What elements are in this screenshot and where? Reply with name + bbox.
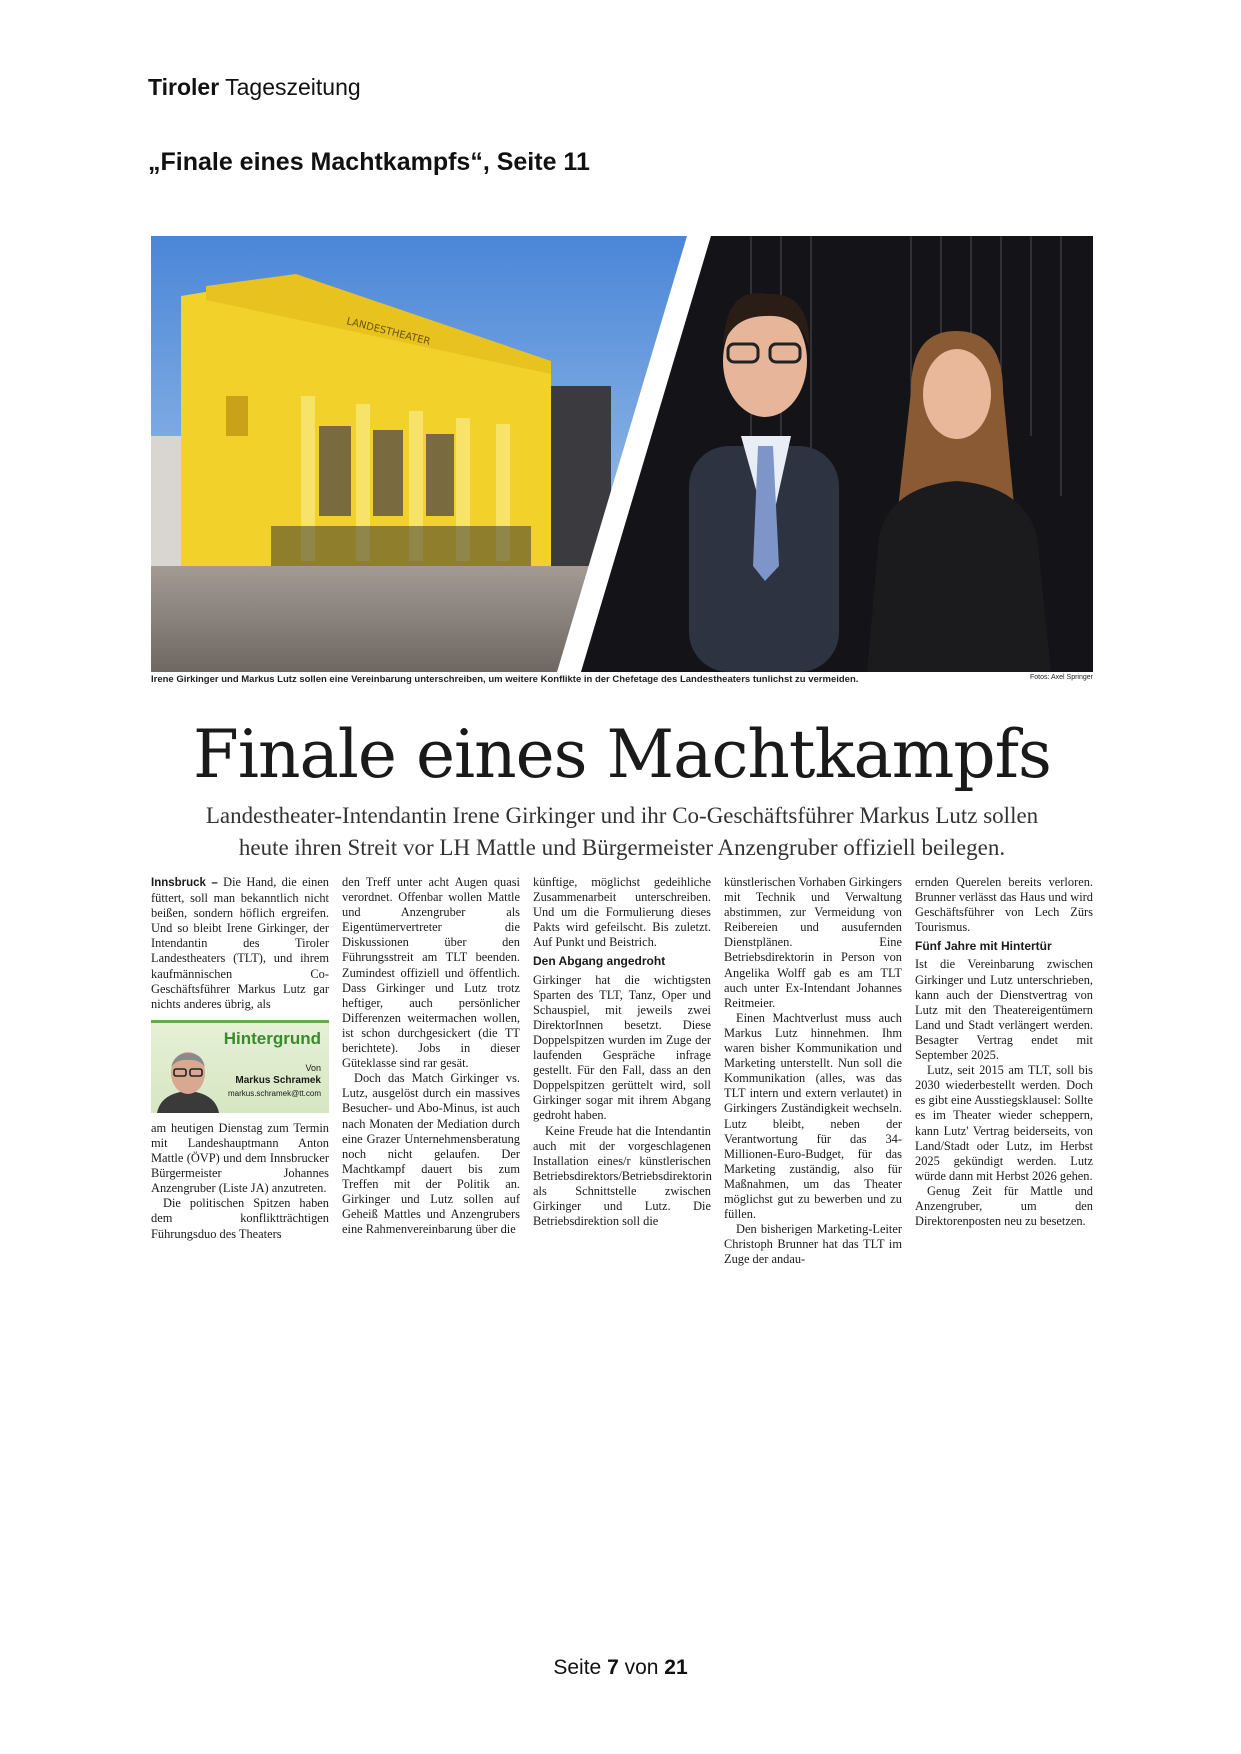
- paragraph-text: Die Hand, die einen füttert, soll man bekanntlich nicht beißen, sondern höflich ergreifen. Und so bleibt Irene Girkinger, der Intendantin des Tiroler Landestheaters (TLT), und ihrem kaufmännischen Co-Geschäftsführer Markus Lutz gar nichts anderes übrig, als: [151, 875, 329, 1011]
- page-footer: [0, 1656, 1241, 1680]
- author-name: Markus Schramek: [235, 1074, 321, 1086]
- paragraph: Lutz, seit 2015 am TLT, soll bis 2030 wiederbestellt werden. Doch es gibt eine Ausstiegsklausel: Sollte es im Theater wieder scheppern, kann Lutz' Vertrag beiderseits, von Land/Stadt oder Lutz, im Herbst 2025 gekündigt werden. Lutz würde dann mit Herbst 2026 gehen.: [915, 1063, 1093, 1183]
- article-photo: [151, 236, 1093, 672]
- article-subline-line-1: Landestheater-Intendantin Irene Girkinger und ihr Co-Geschäftsführer Markus Lutz sollen: [205, 803, 1039, 828]
- publication-name: [148, 74, 361, 101]
- clip-title: „Finale eines Machtkampfs“, Seite 11: [148, 148, 590, 176]
- page-total: 21: [664, 1656, 688, 1679]
- subheading: Fünf Jahre mit Hintertür: [915, 939, 1052, 954]
- paragraph: Doch das Match Girkinger vs. Lutz, ausgelöst durch ein massives Besucher- und Abo-Minus, ist auch nach Monaten der Mediation durch eine Grazer Unternehmensberatung noch nicht gelaufen. Der Machtkampf dauert bis zum Treffen mit der Politik an. Girkinger und Lutz sollen auf Geheiß Mattles und Anzengrubers eine Rahmenvereinbarung über die: [342, 1071, 520, 1237]
- photo-credit: Fotos: Axel Springer: [1029, 674, 1093, 681]
- facade-sign: LANDESTHEATER: [345, 316, 432, 348]
- author-photo-icon: [155, 1049, 221, 1113]
- paragraph: Genug Zeit für Mattle und Anzengruber, um den Direktorenposten neu zu besetzen.: [915, 1183, 1093, 1229]
- article-column-5: [915, 875, 1093, 1229]
- paragraph: Girkinger hat die wichtigsten Sparten des TLT, Tanz, Oper und Schauspiel, mit jeweils zwei DirektorInnen besetzt. Diese Doppelspitzen wurden im Zuge der laufenden Gespräche infrage gestellt. Für den Fall, dass an den Doppelspitzen gerüttelt wird, soll Girkinger sogar mit ihrem Abgang gedroht haben.: [533, 972, 711, 1123]
- paragraph: am heutigen Dienstag zum Termin mit Landeshauptmann Anton Mattle (ÖVP) und dem Innsbrucker Bürgermeister Johannes Anzengruber (Liste JA) anzutreten.: [151, 1120, 329, 1196]
- author-email: markus.schramek@tt.com: [227, 1088, 321, 1098]
- article-column-2: [342, 875, 520, 1237]
- paragraph: den Treff unter acht Augen quasi verordnet. Offenbar wollen Mattle und Anzengruber als Eigentümervertreter die Diskussionen über den Führungsstreit am TLT beenden. Zumindest offiziell und öffentlich. Dass Girkinger und Lutz trotz heftiger, auch persönlicher Differenzen weitermachen wollen, ist schon durchgesickert (die TT berichtete). Jobs in dieser Güteklasse sind rar gesät.: [342, 875, 520, 1071]
- paragraph: ernden Querelen bereits verloren. Brunner verlässt das Haus und wird Geschäftsführer von Lech Zürs Tourismus.: [915, 875, 1093, 935]
- footer-middle: von: [624, 1656, 659, 1679]
- author-box-von: Von: [305, 1062, 321, 1073]
- paragraph: Keine Freude hat die Intendantin auch mit der vorgeschlagenen Installation eines/r künstlerischen Betriebsdirektors/Betriebsdirektorin als Schnittstelle zwischen Girkinger und Lutz. Die Betriebsdirektion soll die: [533, 1123, 712, 1229]
- article-photo-svg: [151, 236, 1093, 672]
- article-subline: [151, 800, 1093, 864]
- photo-caption: [151, 674, 1093, 685]
- article-subline-line-2: heute ihren Streit vor LH Mattle und Bürgermeister Anzengruber offiziell beilegen.: [238, 835, 1006, 860]
- article-column-4: [724, 875, 902, 1267]
- subheading: Den Abgang angedroht: [533, 954, 666, 969]
- paragraph: Den bisherigen Marketing-Leiter Christoph Brunner hat das TLT im Zuge der andau-: [724, 1222, 902, 1267]
- paragraph: Die politischen Spitzen haben dem konfliktträchtigen Führungsduo des Theaters: [151, 1196, 329, 1241]
- publication-name-rest: Tageszeitung: [225, 74, 361, 100]
- article-column-1: [151, 875, 329, 1242]
- paragraph: künftige, möglichst gedeihliche Zusammenarbeit unterschreiben. Und um die Formulierung dieses Pakts wird gefeilscht. Bis zuletzt. Auf Punkt und Beistrich.: [533, 875, 711, 950]
- author-box-title: Hintergrund: [223, 1028, 321, 1048]
- publication-name-bold: Tiroler: [148, 74, 220, 100]
- footer-prefix: Seite: [553, 1656, 602, 1679]
- page-number: 7: [607, 1656, 619, 1679]
- dateline: Innsbruck –: [151, 877, 218, 889]
- article-headline: Finale eines Machtkampfs: [193, 716, 1051, 793]
- photo-caption-text: Irene Girkinger und Markus Lutz sollen eine Vereinbarung unterschreiben, um weitere Konflikte in der Chefetage des Landestheaters tunlichst zu vermeiden.: [151, 674, 859, 685]
- article-column-3: [533, 875, 711, 1229]
- paragraph: Ist die Vereinbarung zwischen Girkinger und Lutz unterschrieben, kann auch der Dienstvertrag von Lutz mit den Theatereigentümern Land und Stadt verlängert werden. Besagter Vertrag endet mit September 2025.: [915, 957, 1093, 1063]
- paragraph: Einen Machtverlust muss auch Markus Lutz hinnehmen. Ihm waren bisher Kommunikation und Marketing unterstellt. Nun soll die Kommunikation (alles, was das TLT intern und extern verlautet) in Girkingers Zuständigkeit wechseln. Lutz bleibt, neben der Verantwortung für das 34-Millionen-Euro-Budget, für das Marketing zuständig, also für Maßnahmen, um das Theater möglichst gut zu bewerben und zu füllen.: [724, 1010, 902, 1222]
- article-body: [151, 875, 1093, 1295]
- paragraph: [151, 875, 329, 1012]
- author-box: [151, 1020, 329, 1113]
- paragraph: künstlerischen Vorhaben Girkingers mit Technik und Verwaltung abstimmen, zur Vermeidung von Reibereien und ausufernden Dienstplänen. Eine Betriebsdirektorin in Person von Angelika Wolff gab es am TLT auch unter Ex-Intendant Johannes Reitmeier.: [724, 875, 902, 1010]
